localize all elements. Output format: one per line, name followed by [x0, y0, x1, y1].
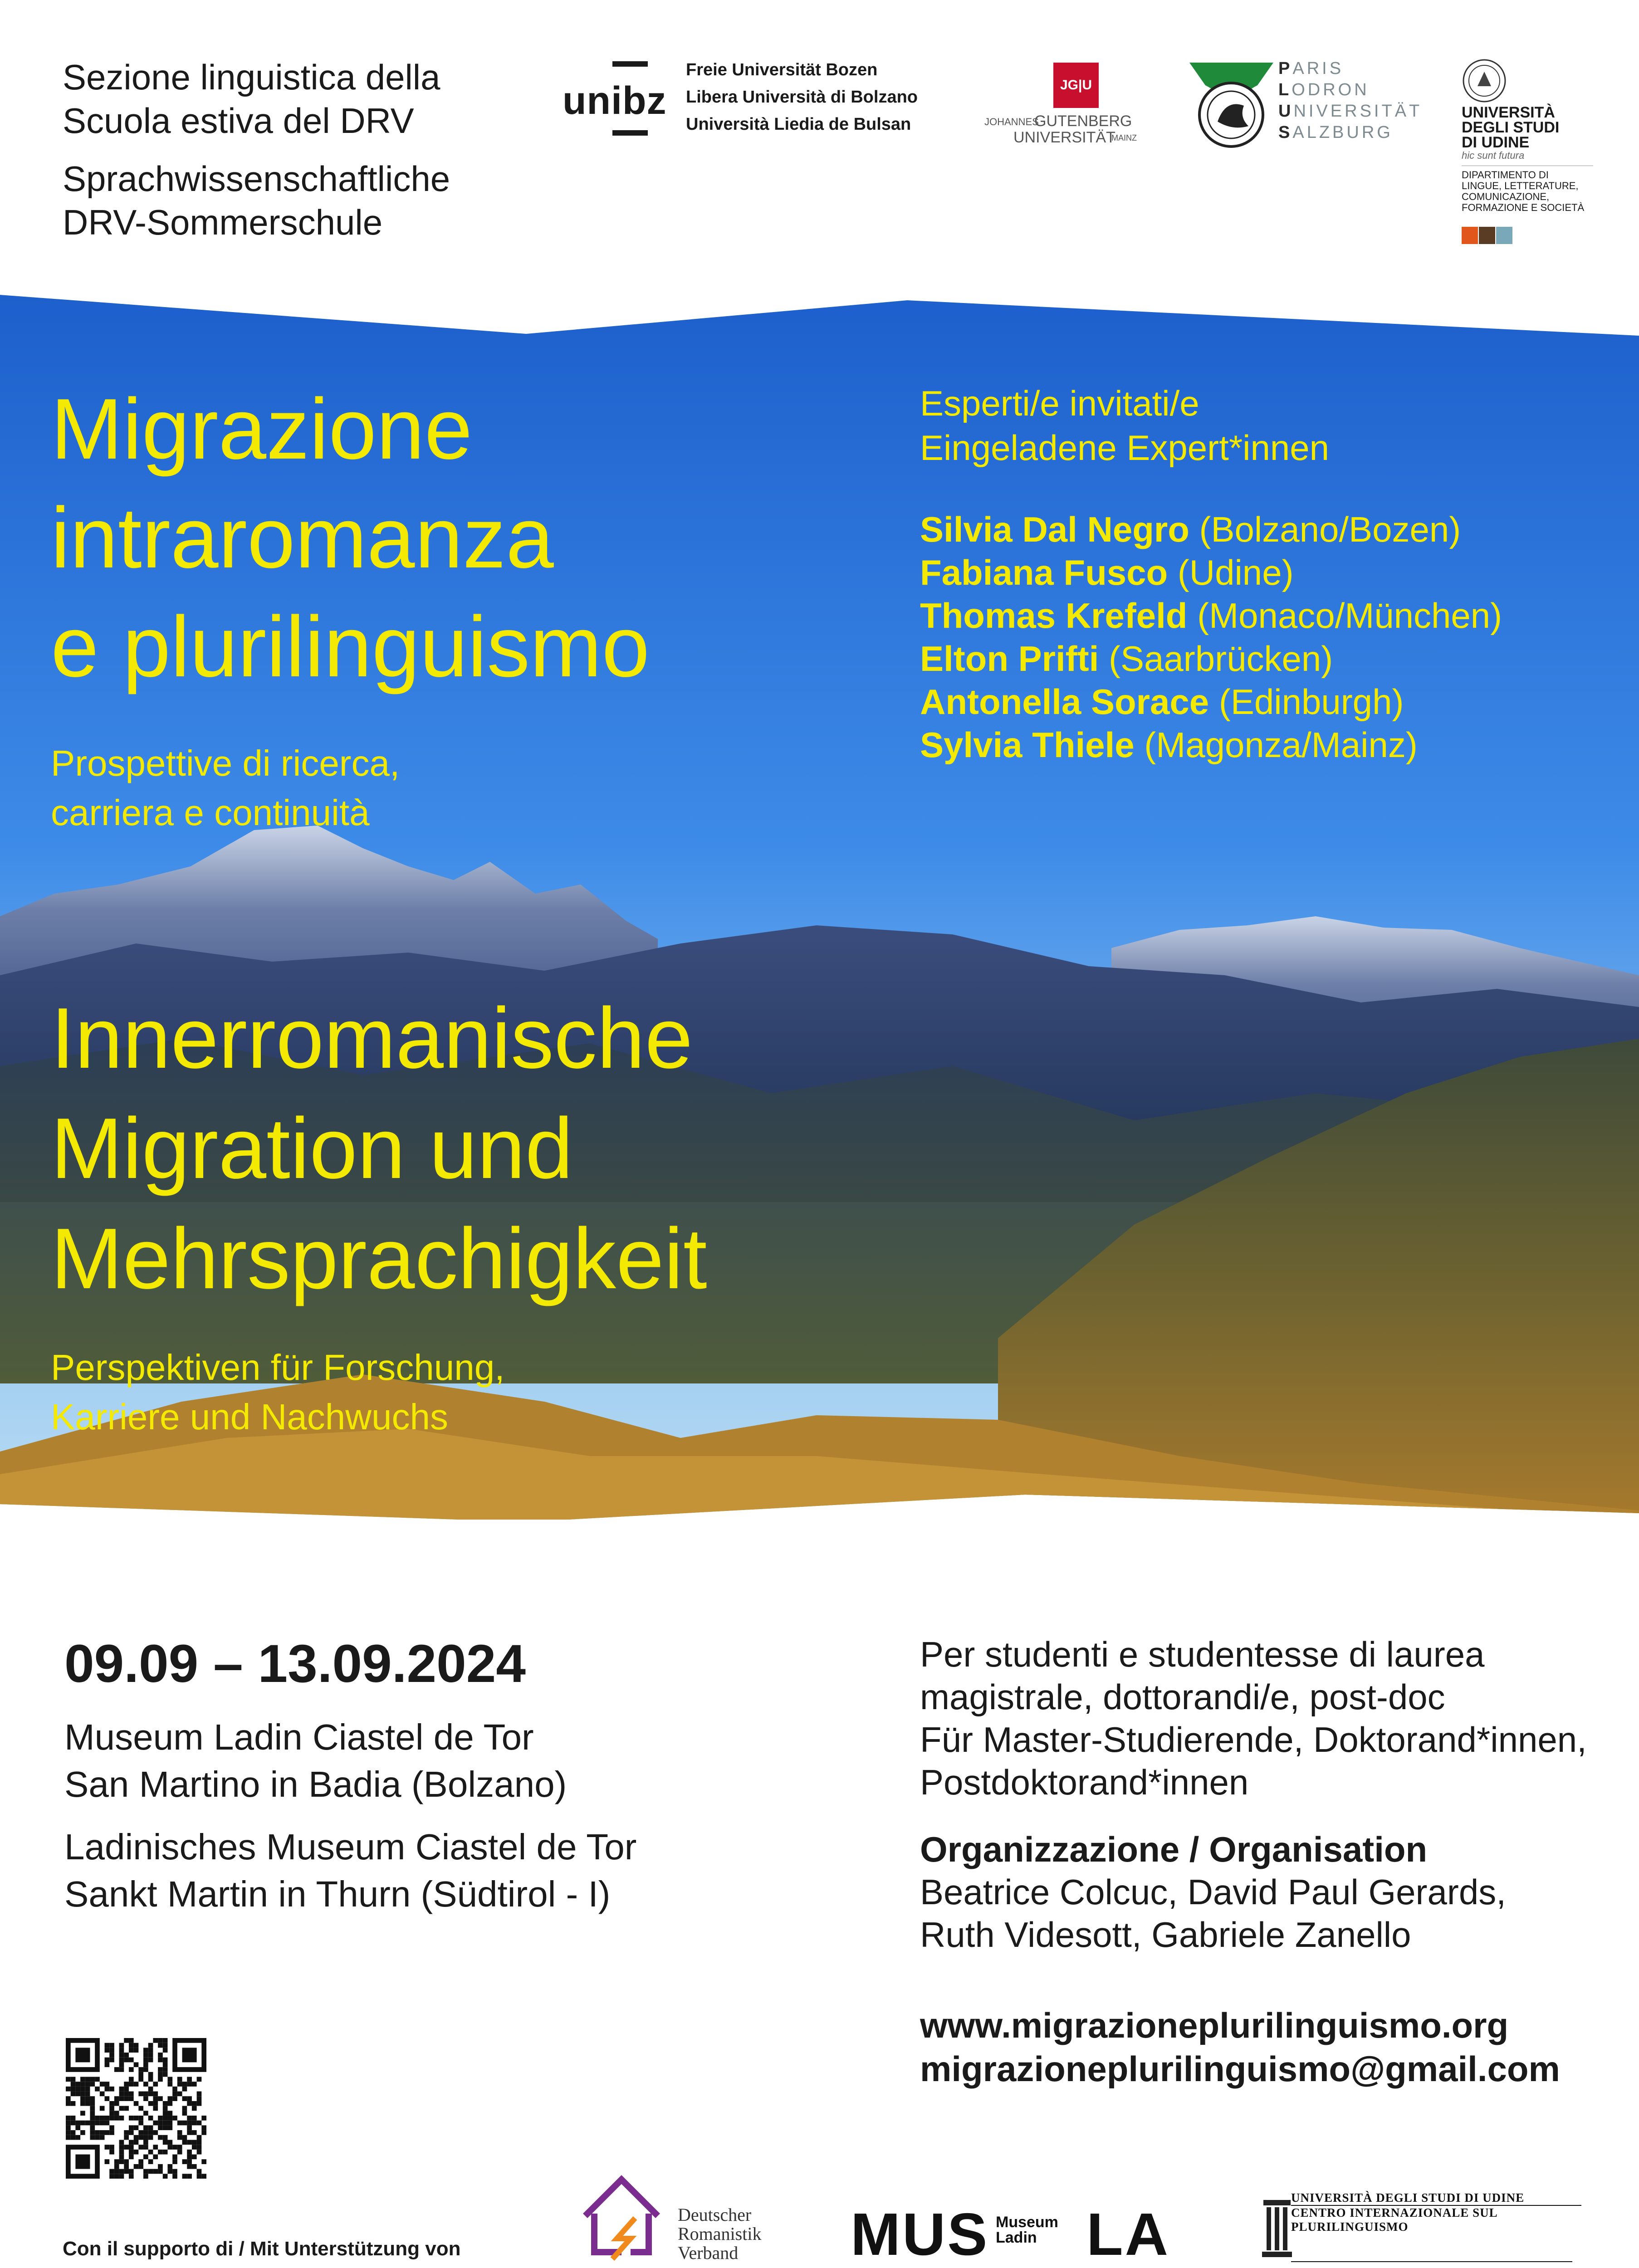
audience-line1: Per studenti e studentesse di laurea	[920, 1634, 1485, 1674]
unibz-names	[686, 56, 918, 138]
museum-logo-la: LA	[1086, 2201, 1170, 2268]
venue-it-line1: Museum Ladin Ciastel de Tor	[64, 1717, 534, 1757]
program-title-de	[63, 157, 450, 244]
drv-house-icon	[581, 2175, 662, 2261]
plus-seal-icon	[1189, 63, 1273, 149]
drv-line3: Verband	[678, 2243, 739, 2263]
unibz-name-lld: Università Liedia de Bulsan	[686, 115, 911, 134]
udine-name-line3: DI UDINE	[1462, 134, 1530, 151]
jgu-universitaet: UNIVERSITÄT	[1013, 129, 1115, 146]
expert-item: Fabiana Fusco (Udine)	[920, 552, 1294, 592]
cip-line3: PLURILINGUISMO	[1291, 2220, 1409, 2234]
expert-item: Sylvia Thiele (Magonza/Mainz)	[920, 725, 1418, 765]
organisation-heading: Organizzazione / Organisation	[920, 1829, 1428, 1869]
support-label: Con il supporto di / Mit Unterstützung von	[63, 2238, 461, 2260]
audience-line3: Für Master-Studierende, Doktorand*innen,	[920, 1720, 1587, 1760]
jgu-gutenberg: GUTENBERG	[1034, 112, 1132, 130]
jgu-johannes: JOHANNES	[984, 116, 1039, 127]
udine-logo	[1462, 105, 1593, 244]
udine-dept-line4: FORMAZIONE E SOCIETÀ	[1462, 202, 1585, 213]
udine-dept-line2: LINGUE, LETTERATURE,	[1462, 180, 1579, 191]
drv-line1: Deutscher	[678, 2204, 752, 2225]
title-it-line3: e plurilinguismo	[51, 599, 650, 695]
udine-name-line2: DEGLI STUDI	[1462, 119, 1560, 136]
subtitle-it	[51, 738, 400, 837]
title-de-line2: Migration und	[51, 1100, 573, 1197]
program-title-it	[63, 55, 440, 142]
experts-heading-it: Esperti/e invitati/e	[920, 383, 1199, 423]
event-dates: 09.09 – 13.09.2024	[64, 1634, 526, 1694]
title-de-line1: Innerromanische	[51, 990, 693, 1086]
udine-color-bar	[1462, 227, 1593, 244]
venue-de-line1: Ladinisches Museum Ciastel de Tor	[64, 1827, 637, 1867]
udine-dept-line1: DIPARTIMENTO DI	[1462, 169, 1549, 181]
jgu-badge: JG|U	[1053, 63, 1099, 108]
expert-item: Silvia Dal Negro (Bolzano/Bozen)	[920, 509, 1461, 549]
subtitle-it-line1: Prospettive di ricerca,	[51, 743, 400, 783]
audience-line2: magistrale, dottorandi/e, post-doc	[920, 1677, 1445, 1717]
unibz-logo	[563, 61, 667, 138]
organisation	[920, 1828, 1506, 1956]
drv-line2: Romanistik	[678, 2224, 762, 2244]
title-it-line1: Migrazione	[51, 381, 473, 477]
venue-de	[64, 1823, 636, 1918]
jgu-logo	[984, 63, 1148, 153]
udine-motto: hic sunt futura	[1462, 150, 1525, 161]
museum-logo-mus: MUS	[851, 2201, 989, 2268]
museum-logo-ladin: Ladin	[996, 2229, 1037, 2246]
organisation-line1: Beatrice Colcuc, David Paul Gerards,	[920, 1872, 1506, 1912]
experts-list	[920, 508, 1502, 767]
expert-item: Elton Prifti (Saarbrücken)	[920, 639, 1333, 679]
program-de-line2: DRV-Sommerschule	[63, 202, 383, 242]
qr-code-icon[interactable]	[66, 2038, 206, 2179]
expert-item: Antonella Sorace (Edinburgh)	[920, 682, 1404, 722]
organisation-line2: Ruth Videsott, Gabriele Zanello	[920, 1915, 1411, 1955]
expert-item: Thomas Krefeld (Monaco/München)	[920, 596, 1502, 635]
subtitle-it-line2: carriera e continuità	[51, 792, 370, 833]
venue-it-line2: San Martino in Badia (Bolzano)	[64, 1764, 567, 1804]
title-it-line2: intraromanza	[51, 490, 554, 586]
experts-heading-de: Eingeladene Expert*innen	[920, 428, 1330, 468]
website-link[interactable]: www.migrazioneplurilinguismo.org	[920, 2005, 1509, 2045]
jgu-mainz: MAINZ	[1111, 133, 1137, 142]
program-it-line1: Sezione linguistica della	[63, 57, 440, 97]
title-de-line3: Mehrsprachigkeit	[51, 1211, 707, 1307]
udine-dept-line3: COMUNICAZIONE,	[1462, 191, 1550, 202]
unibz-name-it: Libera Università di Bolzano	[686, 88, 918, 107]
audience-line4: Postdoktorand*innen	[920, 1762, 1249, 1802]
cip-line2: CENTRO INTERNAZIONALE SUL	[1291, 2206, 1498, 2219]
drv-logo	[678, 2205, 761, 2263]
program-it-line2: Scuola estiva del DRV	[63, 101, 414, 141]
title-it	[51, 375, 650, 701]
experts-heading	[920, 381, 1329, 470]
venue-it	[64, 1714, 567, 1808]
subtitle-de-line2: Karriere und Nachwuchs	[51, 1397, 448, 1437]
udine-name-line1: UNIVERSITÀ	[1462, 104, 1555, 121]
cip-logo	[1291, 2191, 1581, 2262]
subtitle-de-line1: Perspektiven für Forschung,	[51, 1347, 505, 1388]
unibz-name-de: Freie Universität Bozen	[686, 60, 878, 79]
subtitle-de	[51, 1343, 504, 1442]
cip-line1: UNIVERSITÀ DEGLI STUDI DI UDINE	[1291, 2191, 1581, 2206]
museum-logo-museum: Museum	[996, 2214, 1058, 2231]
program-de-line1: Sprachwissenschaftliche	[63, 159, 450, 199]
venue-de-line2: Sankt Martin in Thurn (Südtirol - I)	[64, 1874, 611, 1914]
udine-seal-icon	[1462, 58, 1507, 103]
column-icon	[1261, 2199, 1293, 2258]
email-link[interactable]: migrazioneplurilinguismo@gmail.com	[920, 2049, 1560, 2089]
unibz-wordmark: unibz	[563, 79, 667, 122]
audience	[920, 1633, 1587, 1804]
title-de	[51, 983, 707, 1314]
museum-logo-small	[996, 2214, 1058, 2245]
plus-wordmark: PARIS LODRON UNIVERSITÄT SALZBURG	[1278, 59, 1423, 142]
